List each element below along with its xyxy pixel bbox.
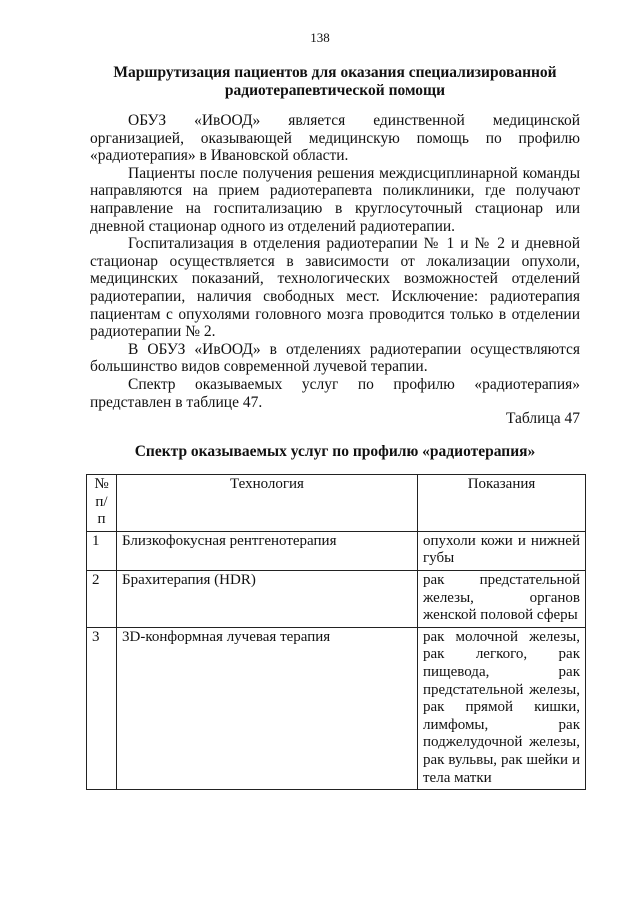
cell-indications: рак предстательной железы, органов женской половой сферы xyxy=(418,570,586,627)
header-num: № п/п xyxy=(87,475,117,532)
header-technology: Технология xyxy=(117,475,418,532)
cell-indications: опухоли кожи и нижней губы xyxy=(418,531,586,570)
document-title: Маршрутизация пациентов для оказания специализированной радиотерапевтической помощи xyxy=(113,64,557,99)
cell-indications: рак молочной железы, рак легкого, рак пищевода, рак предстательной железы, рак прямой кишки, лимфомы, рак поджелудочной железы, рак вульвы, рак шейки и тела матки xyxy=(418,627,586,789)
table-header-row xyxy=(87,475,586,532)
table-title: Спектр оказываемых услуг по профилю «радиотерапия» xyxy=(134,443,536,460)
paragraph: Спектр оказываемых услуг по профилю «радиотерапия» представлен в таблице 47. xyxy=(90,375,580,411)
table-label: Таблица 47 xyxy=(505,410,580,427)
body-text xyxy=(90,112,580,411)
cell-num: 1 xyxy=(87,531,117,570)
table-row xyxy=(87,570,586,627)
cell-technology: Брахитерапия (HDR) xyxy=(117,570,418,627)
cell-num: 3 xyxy=(87,627,117,789)
services-table xyxy=(86,474,586,790)
page-number: 138 xyxy=(310,30,330,45)
cell-technology: Близкофокусная рентгенотерапия xyxy=(117,531,418,570)
paragraph: Госпитализация в отделения радиотерапии № 1 и № 2 и дневной стационар осуществляется в зависимости от локализации опухоли, медицинских показаний, технологических возможностей отделений радиотерапии, наличия свободных мест. Исключение: радиотерапия пациентам с опухолями головного мозга проводится только в отделении радиотерапии № 2. xyxy=(90,235,580,341)
cell-technology: 3D-конформная лучевая терапия xyxy=(117,627,418,789)
table-row xyxy=(87,531,586,570)
paragraph: ОБУЗ «ИвООД» является единственной медицинской организацией, оказывающей медицинскую помощь по профилю «радиотерапия» в Ивановской области. xyxy=(90,112,580,165)
paragraph: Пациенты после получения решения междисциплинарной команды направляются на прием радиотерапевта поликлиники, где получают направление на госпитализацию в круглосуточный стационар или дневной стационар одного из отделений радиотерапии. xyxy=(90,164,580,235)
paragraph: В ОБУЗ «ИвООД» в отделениях радиотерапии осуществляются большинство видов современной лучевой терапии. xyxy=(90,340,580,376)
table-row xyxy=(87,627,586,789)
cell-num: 2 xyxy=(87,570,117,627)
header-indications: Показания xyxy=(418,475,586,532)
